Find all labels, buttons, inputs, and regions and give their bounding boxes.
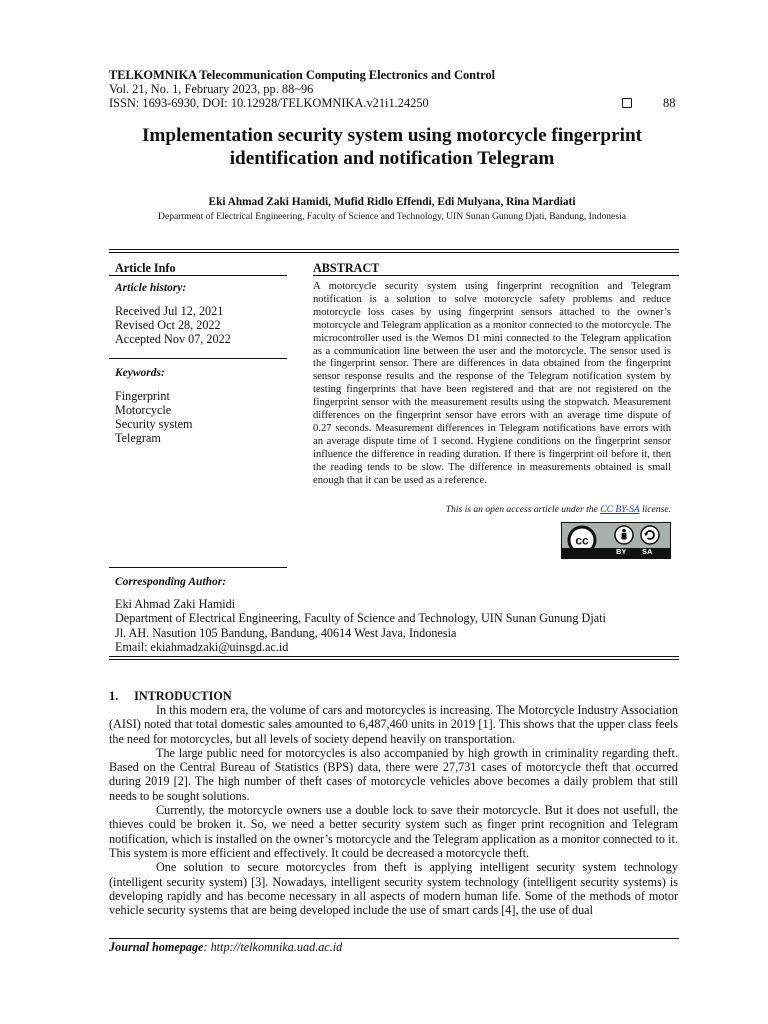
author-name: Eki Ahmad Zaki Hamidi: [115, 597, 236, 611]
author-address: Jl. AH. Nasution 105 Bandung, Bandung, 40614 West Java, Indonesia: [115, 625, 457, 640]
journal-name: TELKOMNIKA Telecommunication Computing Electronics and Control: [109, 68, 496, 82]
abstract-text: A motorcycle security system using fingerprint recognition and Telegram notification is a solution to solve motorcycle safety problems and reduce motorcycle loss cases by using fingerprint sensors attached to the owner’s motorcycle and Telegram application as a monitor connected to the motorcycle. The microcontroller used is the Wemos D1 mini connected to the Telegram application as a communication line between the user and the motorcycle. The sensor used is the fingerprint sensor. There are differences in data obtained from the fingerprint sensor response results and the response of the Telegram notification system by testing fingerprints that have been registered and that are not registered on the fingerprint sensor with the measurement results using the stopwatch. Measurement differences on the fingerprint sensor have errors with an average time dispute of 0.27 seconds. Measurement differences in Telegram notifications have errors with an average dispute time of 1 second. Hygiene conditions on the fingerprint sensor influence the difference in reading duration. If there is fingerprint oil before it, then the reading tends to be slow. The difference in measurements obtained is small enough that it can be used as a reference.: [313, 281, 671, 486]
article-history-label: Article history:: [115, 282, 187, 294]
corresponding-author-block: [115, 597, 606, 654]
cc-by-sa-badge[interactable]: [561, 522, 671, 559]
cc-badge-bar: [562, 548, 670, 558]
keyword-item: Security system: [115, 417, 193, 431]
page-number: 88: [663, 96, 676, 110]
article-info-heading: Article Info: [115, 261, 176, 275]
footer-label: Journal homepage: [109, 940, 204, 954]
introduction-heading: [109, 689, 232, 704]
intro-paragraph: One solution to secure motorcycles from theft is applying intelligent security system technology (intelligent security system) [3]. Nowadays, intelligent security system technology (intelligent security systems) is developing rapidly and has become necessary in all aspects of modern human life. Some of the methods of motor vehicle security systems that are being developed include the use of smart cards [4], the use of dual: [109, 860, 678, 918]
bottom-double-rule: [109, 656, 679, 660]
author-email: Email: ekiahmadzaki@uinsgd.ac.id: [115, 639, 289, 654]
abstract-rule: [313, 275, 679, 276]
article-info-rule: [109, 275, 287, 276]
issn-doi: ISSN: 1693-6930, DOI: 10.12928/TELKOMNIKA.v21i1.24250: [109, 96, 429, 110]
abstract-heading: ABSTRACT: [313, 261, 380, 275]
affiliation: Department of Electrical Engineering, Faculty of Science and Technology, UIN Sunan Gunung Djati, Bandung, Indonesia: [158, 211, 626, 222]
received-date: Received Jul 12, 2021: [115, 304, 224, 318]
top-double-rule: [109, 249, 679, 253]
revised-date: Revised Oct 28, 2022: [115, 318, 221, 332]
volume-info: Vol. 21, No. 1, February 2023, pp. 88~96: [109, 82, 314, 96]
open-access-note: [313, 504, 671, 515]
authors: Eki Ahmad Zaki Hamidi, Mufid Ridlo Effendi, Edi Mulyana, Rina Mardiati: [208, 196, 576, 208]
accepted-date: Accepted Nov 07, 2022: [115, 332, 231, 346]
intro-paragraph: Currently, the motorcycle owners use a double lock to save their motorcycle. But it does not usefull, the thieves could be broken it. So, we need a better security system such as finger print recognition and Telegram notification, which is installed on the owner’s motorcycle and the Telegram application as a monitor connected to it. This system is more efficient and effectively. It could be decreased a motorcycle theft.: [109, 803, 678, 860]
license-link[interactable]: CC BY-SA: [600, 504, 640, 515]
title-line-2: identification and notification Telegram: [229, 148, 555, 169]
history-rule: [109, 358, 287, 359]
keyword-item: Fingerprint: [115, 389, 170, 403]
corresponding-author-label: Corresponding Author:: [115, 576, 227, 588]
badge-by-label: BY: [616, 547, 627, 556]
cc-license-icon: [562, 523, 671, 550]
keywords-rule: [109, 567, 287, 568]
introduction-body: [109, 703, 678, 917]
footer-url[interactable]: : http://telkomnika.uad.ac.id: [203, 940, 343, 954]
paper-title: [100, 124, 684, 170]
intro-paragraph: In this modern era, the volume of cars and motorcycles is increasing. The Motorcycle Industry Association (AISI) noted that total domestic sales amounted to 6,487,460 units in 2019 [1]. This shows that the upper class feels the need for motorcycles, but all levels of society depend heavily on transportation.: [109, 703, 678, 746]
badge-sa-label: SA: [642, 547, 653, 556]
square-icon: [622, 98, 632, 108]
open-access-prefix: This is an open access article under the: [445, 504, 601, 515]
author-department: Department of Electrical Engineering, Faculty of Science and Technology, UIN Sunan Gunung Djati: [115, 611, 606, 626]
svg-text:cc: cc: [575, 533, 589, 548]
keyword-item: Motorcycle: [115, 403, 172, 417]
section-title: INTRODUCTION: [134, 689, 232, 703]
keywords-label: Keywords:: [115, 367, 165, 379]
keyword-item: Telegram: [115, 431, 161, 445]
footer-rule: [109, 938, 679, 939]
title-line-1: Implementation security system using motorcycle fingerprint: [141, 125, 643, 146]
open-access-suffix: license.: [639, 504, 671, 515]
journal-homepage: [109, 940, 342, 955]
section-number: 1.: [109, 689, 119, 703]
intro-paragraph: The large public need for motorcycles is also accompanied by high growth in criminality regarding theft. Based on the Central Bureau of Statistics (BPS) data, there were 27,731 cases of motorcycle theft that occurred during 2019 [2]. The high number of theft cases of motorcycle vehicles above becomes a daily problem that still needs to be sought solutions.: [109, 745, 678, 803]
